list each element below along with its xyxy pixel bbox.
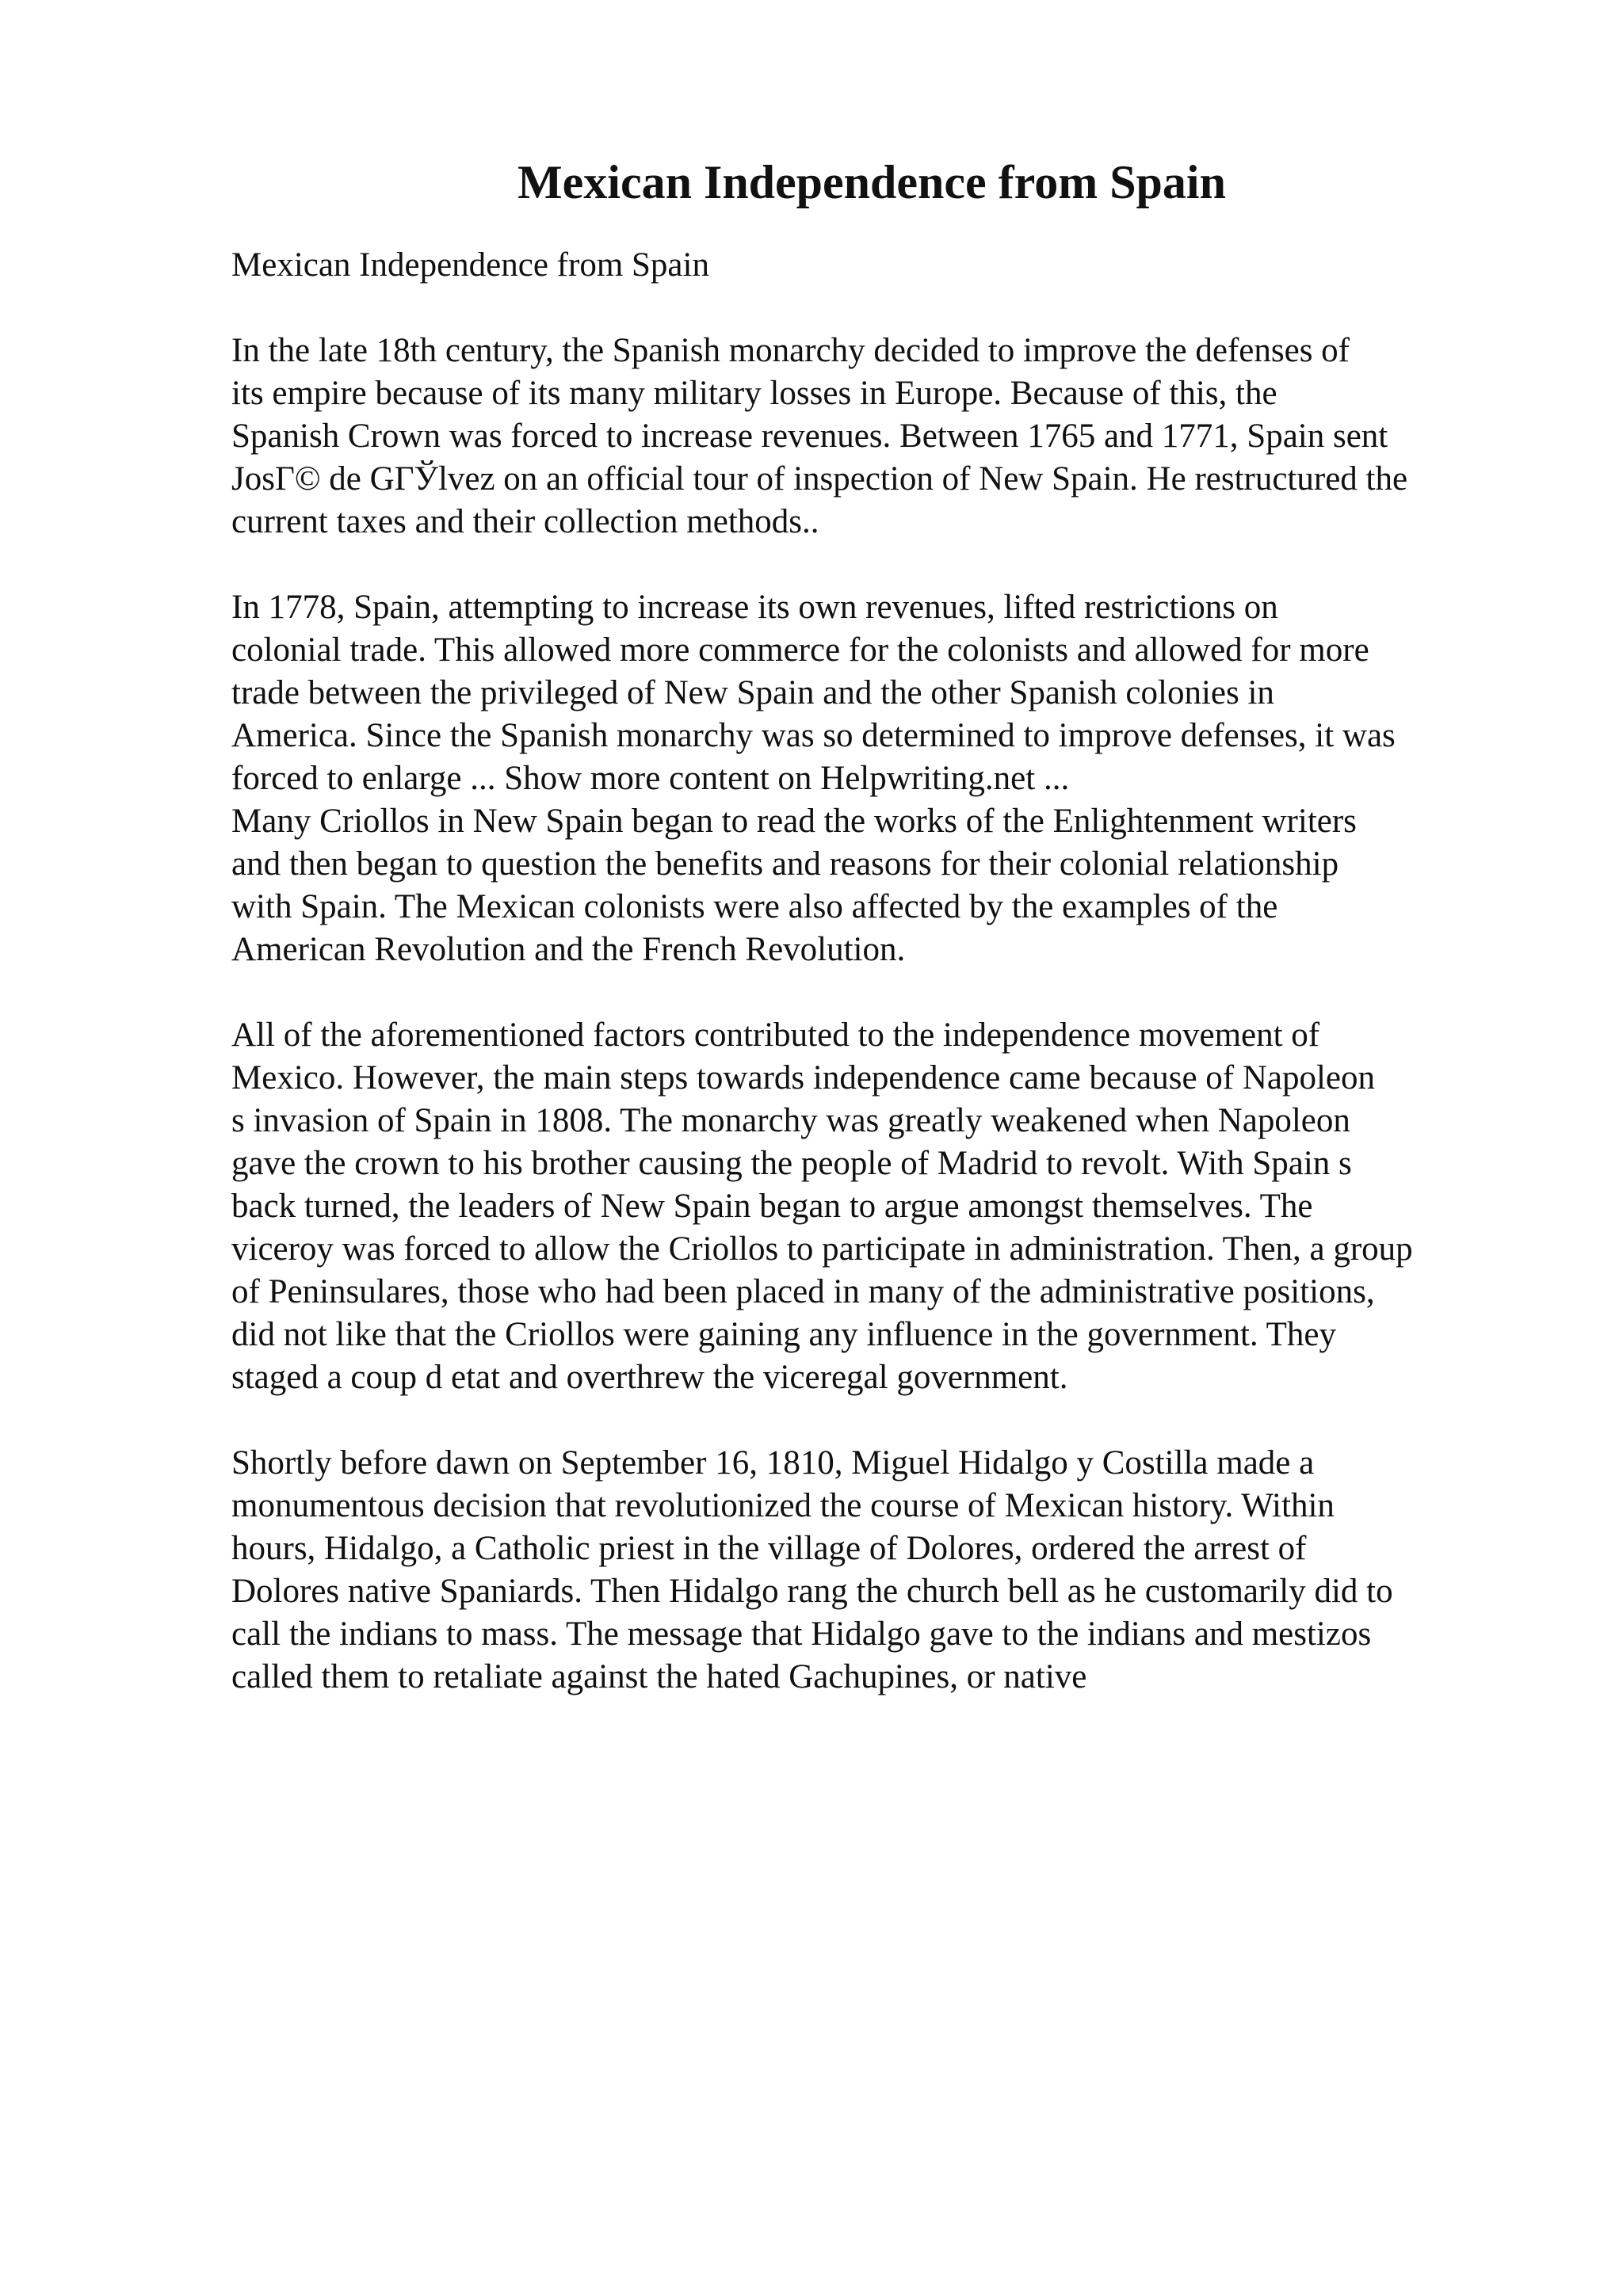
paragraph-line: called them to retaliate against the hated Gachupines, or native [231, 1658, 1087, 1695]
paragraph-line: current taxes and their collection methods.. [231, 503, 819, 540]
paragraph-line: hours, Hidalgo, a Catholic priest in the village of Dolores, ordered the arrest of [231, 1530, 1307, 1567]
paragraph-line: In the late 18th century, the Spanish monarchy decided to improve the defenses of [231, 332, 1350, 369]
paragraph-line: American Revolution and the French Revolution. [231, 931, 906, 968]
document-title: Mexican Independence from Spain [517, 156, 1226, 208]
paragraph-line: its empire because of its many military losses in Europe. Because of this, the [231, 375, 1277, 412]
paragraph-3 [231, 1014, 1531, 1399]
paragraph-line: colonial trade. This allowed more commerce for the colonists and allowed for more [231, 631, 1369, 669]
paragraph-line: back turned, the leaders of New Spain began to argue amongst themselves. The [231, 1188, 1313, 1225]
paragraph-line: America. Since the Spanish monarchy was so determined to improve defenses, it was [231, 717, 1396, 754]
document-subtitle: Mexican Independence from Spain [231, 246, 709, 284]
paragraph-line: All of the aforementioned factors contributed to the independence movement of [231, 1016, 1320, 1054]
paragraph-line: call the indians to mass. The message that Hidalgo gave to the indians and mestizos [231, 1615, 1372, 1653]
paragraph-2 [231, 586, 1531, 971]
paragraph-line: JosГ© de GГЎlvez on an official tour of inspection of New Spain. He restructured the [231, 460, 1408, 498]
paragraph-line: Shortly before dawn on September 16, 1810, Miguel Hidalgo y Costilla made a [231, 1444, 1315, 1482]
paragraph-line: staged a coup d etat and overthrew the viceregal government. [231, 1359, 1068, 1396]
paragraph-line: gave the crown to his brother causing the people of Madrid to revolt. With Spain s [231, 1145, 1352, 1182]
document-body [231, 244, 1531, 1699]
paragraph-line: forced to enlarge ... Show more content on Helpwriting.net ... [231, 760, 1070, 797]
paragraph-4 [231, 1442, 1531, 1699]
paragraph-line: and then began to question the benefits and reasons for their colonial relationship [231, 845, 1339, 883]
paragraph-line: trade between the privileged of New Spain and the other Spanish colonies in [231, 674, 1274, 711]
paragraph-line: Spanish Crown was forced to increase revenues. Between 1765 and 1771, Spain sent [231, 418, 1388, 455]
paragraph-line: of Peninsulares, those who had been placed in many of the administrative positions, [231, 1273, 1375, 1310]
paragraph-line: did not like that the Criollos were gaining any influence in the government. They [231, 1316, 1336, 1353]
paragraph-line: with Spain. The Mexican colonists were also affected by the examples of the [231, 888, 1278, 925]
paragraph-line: viceroy was forced to allow the Criollos to participate in administration. Then, a group [231, 1230, 1413, 1268]
paragraph-line: s invasion of Spain in 1808. The monarchy was greatly weakened when Napoleon [231, 1102, 1350, 1139]
paragraph-line: Many Criollos in New Spain began to read the works of the Enlightenment writers [231, 803, 1357, 840]
paragraph-1 [231, 330, 1531, 543]
paragraph-line: monumentous decision that revolutionized the course of Mexican history. Within [231, 1487, 1335, 1524]
paragraph-line: Mexico. However, the main steps towards independence came because of Napoleon [231, 1059, 1376, 1097]
paragraph-line: Dolores native Spaniards. Then Hidalgo rang the church bell as he customarily did to [231, 1573, 1393, 1610]
paragraph-line: In 1778, Spain, attempting to increase its own revenues, lifted restrictions on [231, 589, 1278, 626]
